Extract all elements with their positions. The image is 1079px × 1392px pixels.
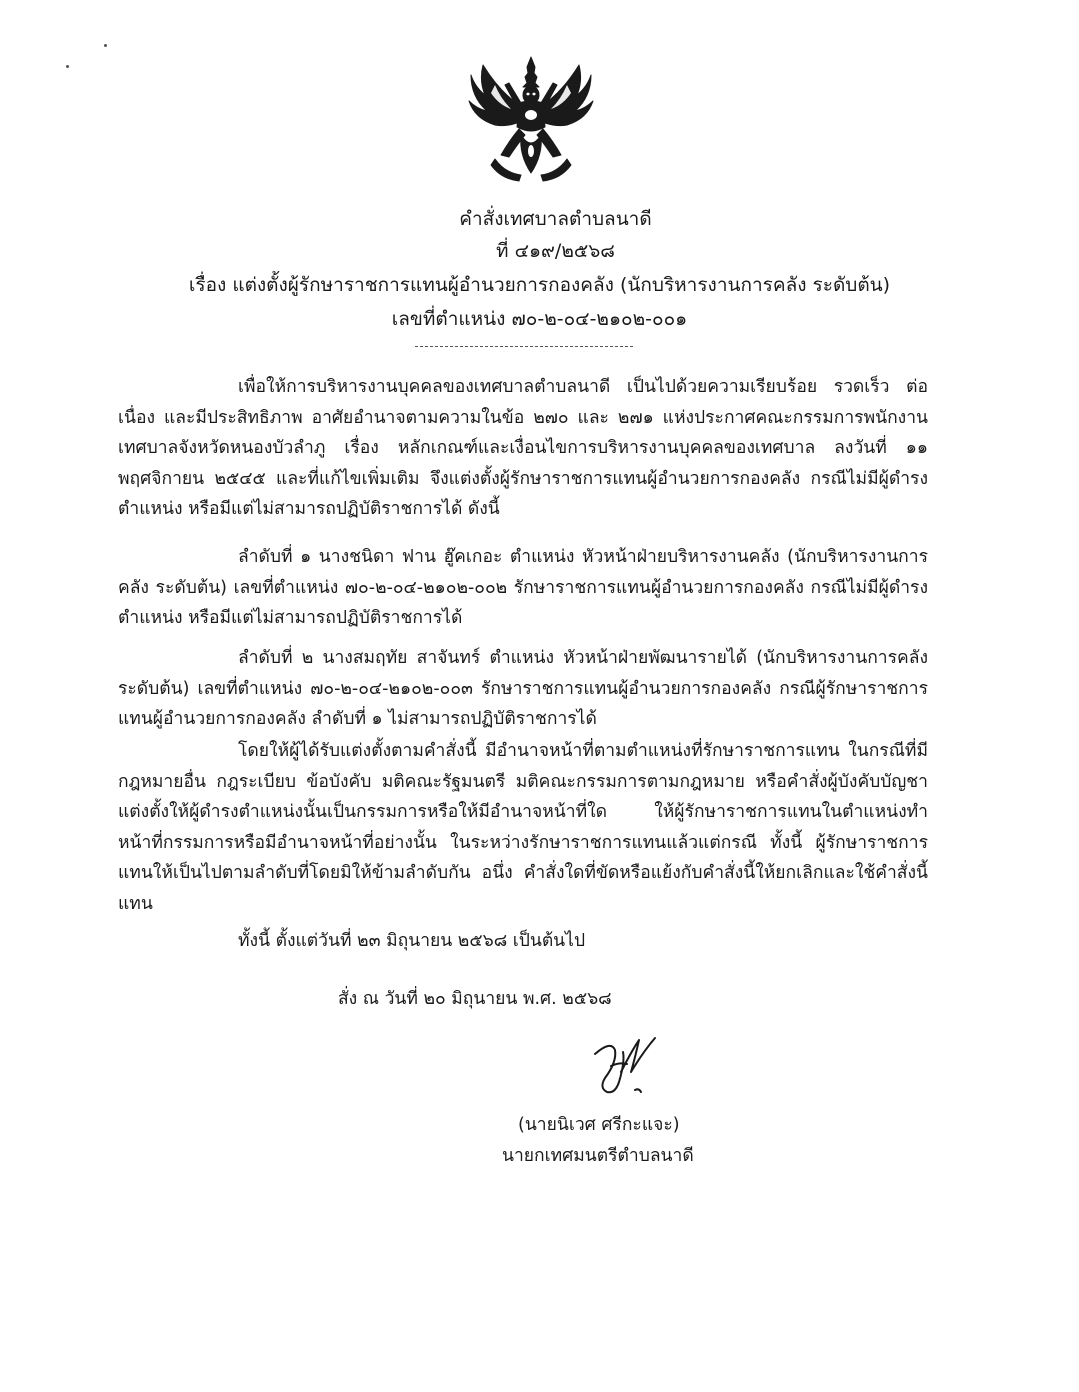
body-paragraph-2: ลำดับที่ ๑ นางชนิดา ฟาน ฮู๊คเกอะ ตำแหน่ง หัวหน้าฝ่ายบริหารงานคลัง (นักบริหารงานการคลัง ระดับต้น) เลขที่ตำแหน่ง ๗๐-๒-๐๔-๒๑๐๒-๐๐๒ รักษาราชการแทนผู้อำนวยการกองคลัง กรณีไม่มีผู้ดำรงตำแหน่ง หรือมีแต่ไม่สามารถปฏิบัติราชการได้ xyxy=(118,547,928,628)
garuda-emblem-icon xyxy=(465,55,597,190)
header-divider xyxy=(415,346,633,347)
scan-speck xyxy=(66,65,69,68)
effective-date: ทั้งนี้ ตั้งแต่วันที่ ๒๓ มิถุนายน ๒๕๖๘ เป็นต้นไป xyxy=(238,931,586,951)
order-subject: เรื่อง แต่งตั้งผู้รักษาราชการแทนผู้อำนวยการกองคลัง (นักบริหารงานการคลัง ระดับต้น) xyxy=(188,274,891,296)
issued-date: สั่ง ณ วันที่ ๒๐ มิถุนายน พ.ศ. ๒๕๖๘ xyxy=(338,989,612,1009)
body-paragraph-3: ลำดับที่ ๒ นางสมฤทัย สาจันทร์ ตำแหน่ง หัวหน้าฝ่ายพัฒนารายได้ (นักบริหารงานการคลัง ระดับต้น) เลขที่ตำแหน่ง ๗๐-๒-๐๔-๒๑๐๒-๐๐๓ รักษาราชการแทนผู้อำนวยการกองคลัง กรณีผู้รักษาราชการแทนผู้อำนวยการกองคลัง ลำดับที่ ๑ ไม่สามารถปฏิบัติราชการได้ xyxy=(118,648,928,729)
signer-name: (นายนิเวศ ศรีกะแจะ) xyxy=(518,1115,680,1135)
handwritten-signature xyxy=(585,1032,665,1102)
body-paragraph-1: เพื่อให้การบริหารงานบุคคลของเทศบาลตำบลนาดี เป็นไปด้วยความเรียบร้อย รวดเร็ว ต่อเนื่อง และมีประสิทธิภาพ อาศัยอำนาจตามความในข้อ ๒๗๐ และ ๒๗๑ แห่งประกาศคณะกรรมการพนักงานเทศบาลจังหวัดหนองบัวลำภู เรื่อง หลักเกณฑ์และเงื่อนไขการบริหารงานบุคคลของเทศบาล ลงวันที่ ๑๑ พฤศจิกายน ๒๕๔๕ และที่แก้ไขเพิ่มเติม จึงแต่งตั้งผู้รักษาราชการแทนผู้อำนวยการกองคลัง กรณีไม่มีผู้ดำรงตำแหน่ง หรือมีแต่ไม่สามารถปฏิบัติราชการได้ ดังนี้ xyxy=(118,377,928,519)
scan-speck xyxy=(104,44,107,47)
signer-title: นายกเทศมนตรีตำบลนาดี xyxy=(502,1146,694,1166)
order-title: คำสั่งเทศบาลตำบลนาดี xyxy=(459,208,652,230)
order-number: ที่ ๔๑๙/๒๕๖๘ xyxy=(496,240,615,262)
body-paragraph-4: โดยให้ผู้ได้รับแต่งตั้งตามคำสั่งนี้ มีอำนาจหน้าที่ตามตำแหน่งที่รักษาราชการแทน ในกรณีที่มีกฎหมายอื่น กฎระเบียบ ข้อบังคับ มติคณะรัฐมนตรี มติคณะกรรมการตามกฎหมาย หรือคำสั่งผู้บังคับบัญชาแต่งตั้งให้ผู้ดำรงตำแหน่งนั้นเป็นกรรมการหรือให้มีอำนาจหน้าที่ใด ให้ผู้รักษาราชการแทนในตำแหน่งทำหน้าที่กรรมการหรือมีอำนาจหน้าที่อย่างนั้น ในระหว่างรักษาราชการแทนแล้วแต่กรณี ทั้งนี้ ผู้รักษาราชการแทนให้เป็นไปตามลำดับที่โดยมิให้ข้ามลำดับกัน อนึ่ง คำสั่งใดที่ขัดหรือแย้งกับคำสั่งนี้ให้ยกเลิกและใช้คำสั่งนี้แทน xyxy=(118,741,928,914)
position-number: เลขที่ตำแหน่ง ๗๐-๒-๐๔-๒๑๐๒-๐๐๑ xyxy=(391,308,688,330)
